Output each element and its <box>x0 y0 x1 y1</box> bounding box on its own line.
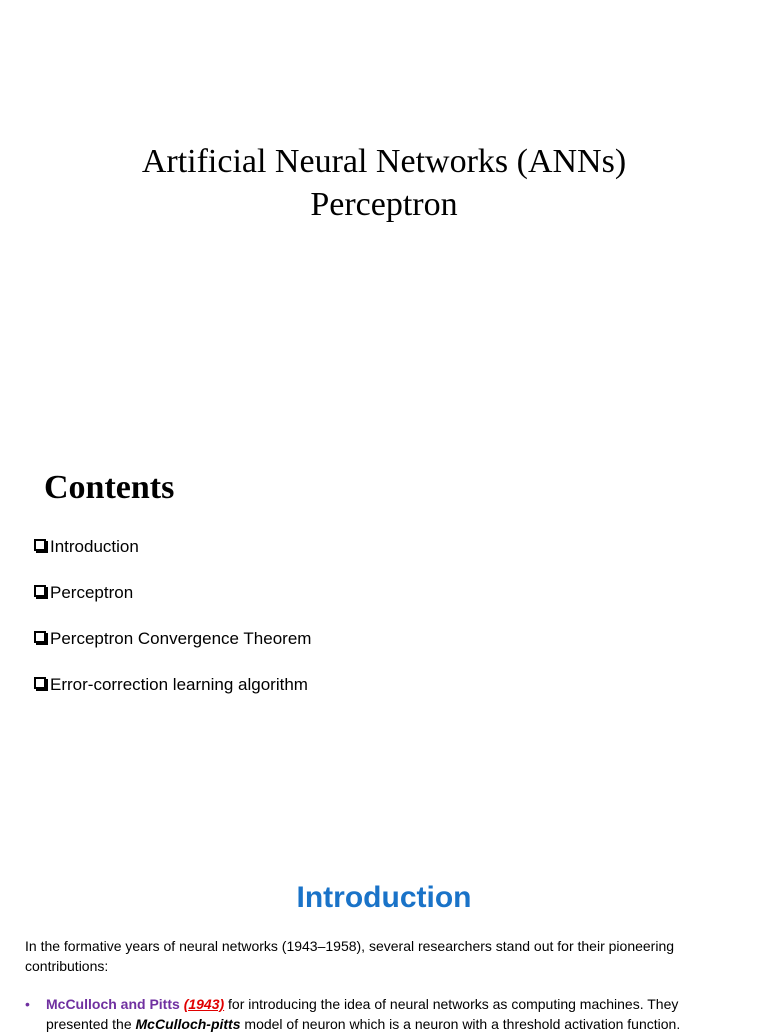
contents-item <box>34 570 311 616</box>
contents-item-label: Error-correction learning algorithm <box>50 675 308 694</box>
contents-item-label: Introduction <box>50 537 139 556</box>
contents-item <box>34 524 311 570</box>
bullet-dot-icon: • <box>25 996 30 1012</box>
contents-list <box>34 524 311 708</box>
bullet-text-part-2: model of neuron which is a neuron with a threshold activation function. <box>240 1016 681 1032</box>
contents-item-label: Perceptron Convergence Theorem <box>50 629 312 648</box>
checkbox-bullet-icon <box>34 585 46 597</box>
checkbox-bullet-icon <box>34 539 46 551</box>
bullet-text-part-1: for introducing the idea of neural networks as computing machines. They presented the <box>46 996 679 1032</box>
slide-title-line-1: Artificial Neural Networks (ANNs) <box>141 143 627 180</box>
introduction-heading: Introduction <box>296 881 472 914</box>
bullet-authors: McCulloch and Pitts <box>46 996 180 1012</box>
introduction-bullet <box>25 994 725 1034</box>
introduction-bullet-text <box>46 994 725 1034</box>
checkbox-bullet-icon <box>34 677 46 689</box>
checkbox-bullet-icon <box>34 631 46 643</box>
bullet-year: (1943) <box>183 996 225 1012</box>
introduction-paragraph: In the formative years of neural networks (1943–1958), several researchers stand out for their pioneering contributions: <box>25 938 675 974</box>
contents-heading: Contents <box>44 469 175 506</box>
contents-item-label: Perceptron <box>50 583 134 602</box>
contents-item <box>34 616 311 662</box>
slide-title-line-2: Perceptron <box>310 186 458 223</box>
contents-item <box>34 662 311 708</box>
bullet-model-name: McCulloch-pitts <box>135 1016 241 1032</box>
